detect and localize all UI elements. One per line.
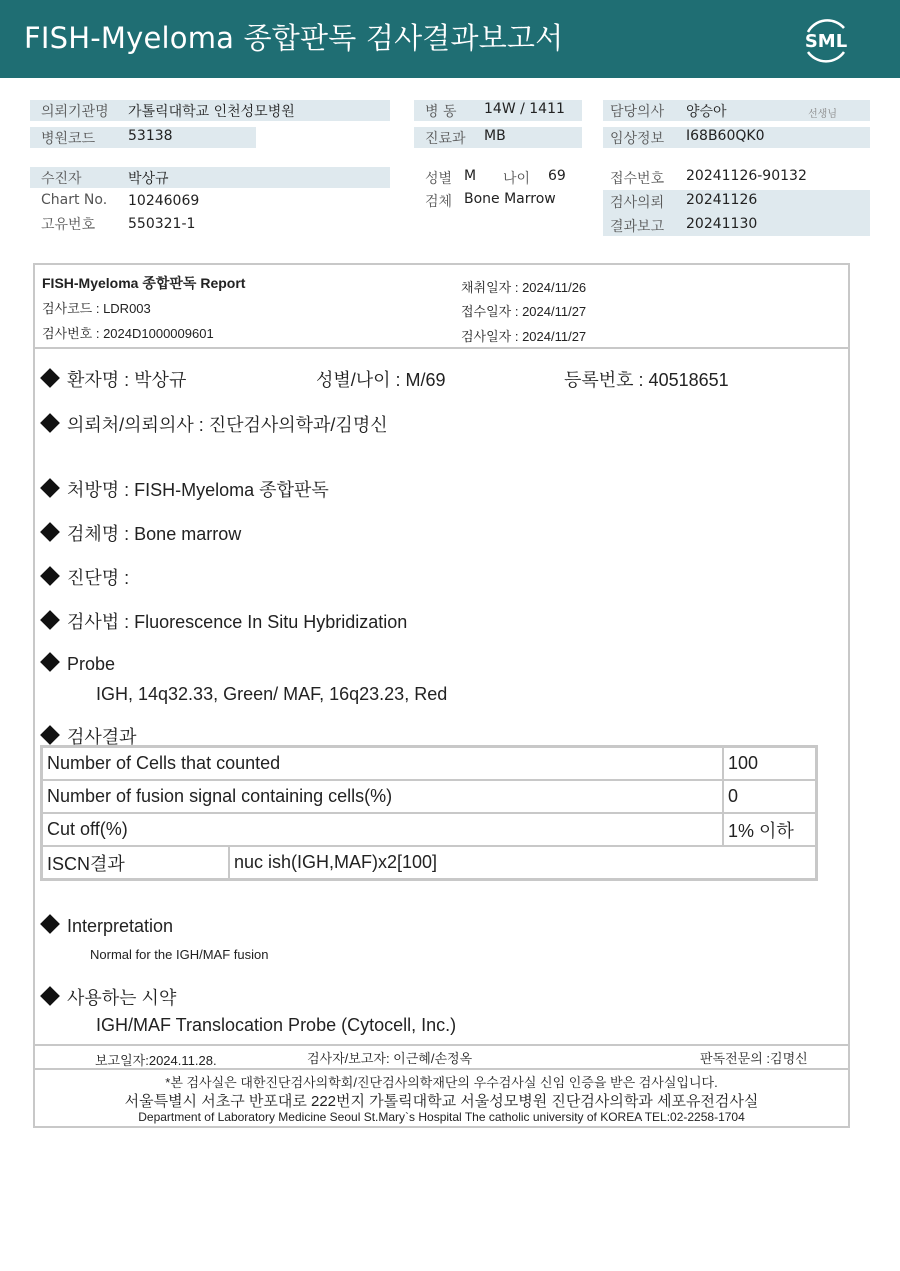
interpretation-title: Interpretation xyxy=(67,916,174,936)
result-label: Cut off(%) xyxy=(42,813,723,846)
sex-label: 성별 xyxy=(425,171,453,187)
fish-report xyxy=(33,263,850,1128)
doctor-value: 양승아 xyxy=(686,104,727,120)
probe-detail: IGH, 14q32.33, Green/ MAF, 16q23.23, Red xyxy=(96,684,448,704)
id-label: 고유번호 xyxy=(41,217,96,233)
clinical-label: 임상정보 xyxy=(610,131,665,147)
prescription: 처방명 : FISH-Myeloma 종합판독 xyxy=(67,480,329,500)
result-report-label: 결과보고 xyxy=(610,219,665,235)
referrer-row xyxy=(43,411,388,437)
hospital-value: 가톨릭대학교 인천성모병원 xyxy=(128,104,295,120)
sml-logo: SML xyxy=(800,14,852,66)
bullet-icon xyxy=(40,914,60,934)
interpretation-detail: Normal for the IGH/MAF fusion xyxy=(90,947,269,962)
bullet-icon xyxy=(40,368,60,388)
reagent-title: 사용하는 시약 xyxy=(67,988,177,1008)
result-value: 100 xyxy=(723,747,817,781)
bullet-icon xyxy=(40,566,60,586)
patient-label: 수진자 xyxy=(41,171,82,187)
tester: 검사자/보고자: 이근혜/손정옥 xyxy=(307,1051,473,1066)
specimen-name: 검체명 : Bone marrow xyxy=(67,524,242,544)
ward-value: 14W / 1411 xyxy=(484,101,565,117)
department-english: Department of Laboratory Medicine Seoul St.Mary`s Hospital The catholic university of KOREA TEL:02-2258-1704 xyxy=(138,1110,745,1124)
bullet-icon xyxy=(40,478,60,498)
chart-value: 10246069 xyxy=(128,193,200,209)
receive-date: 접수일자 : 2024/11/27 xyxy=(461,304,587,319)
result-label: Number of Cells that counted xyxy=(42,747,723,781)
bullet-icon xyxy=(40,522,60,542)
diagnosis-row xyxy=(43,564,129,590)
bullet-icon xyxy=(40,986,60,1006)
chart-label: Chart No. xyxy=(41,192,108,208)
receipt-label: 접수번호 xyxy=(610,171,665,187)
specimen-value: Bone Marrow xyxy=(464,191,556,207)
dept-label: 진료과 xyxy=(425,131,466,147)
code-value: 53138 xyxy=(128,128,173,144)
test-code: 검사코드 : LDR003 xyxy=(42,301,151,316)
result-report-value: 20241130 xyxy=(686,216,758,232)
doctor-label: 담당의사 xyxy=(610,104,665,120)
hospital-label: 의뢰기관명 xyxy=(41,104,109,120)
request-label: 검사의뢰 xyxy=(610,195,665,211)
certification-note: *본 검사실은 대한진단검사의학회/진단검사의학재단의 우수검사실 신임 인증을 받은 검사실입니다. xyxy=(165,1075,718,1090)
report-inner-title: FISH-Myeloma 종합판독 Report xyxy=(42,275,246,291)
prescription-row xyxy=(43,476,329,502)
result-value: 1% 이하 xyxy=(723,813,817,846)
bullet-icon xyxy=(40,652,60,672)
sex-age: 성별/나이 : M/69 xyxy=(316,370,446,390)
bullet-icon xyxy=(40,610,60,630)
report-header xyxy=(0,0,900,78)
report-head xyxy=(35,265,848,349)
result-label: Number of fusion signal containing cells(%) xyxy=(42,780,723,813)
reagent-row xyxy=(43,984,176,1010)
lab-address: 서울특별시 서초구 반포대로 222번지 가톨릭대학교 서울성모병원 진단검사의학과 세포유전검사실 xyxy=(124,1093,759,1110)
patient-value: 박상규 xyxy=(128,171,169,187)
specimen-row xyxy=(43,520,241,546)
diagnosis: 진단명 : xyxy=(67,568,130,588)
patient-name: 환자명 : 박상규 xyxy=(67,370,187,390)
result-table xyxy=(40,745,818,881)
request-value: 20241126 xyxy=(686,192,758,208)
clinical-value: I68B60QK0 xyxy=(686,128,765,144)
specialist: 판독전문의 :김명신 xyxy=(700,1051,808,1066)
iscn-label: ISCN결과 xyxy=(42,846,230,880)
receipt-value: 20241126-90132 xyxy=(686,168,807,184)
doctor-suffix: 선생님 xyxy=(808,109,837,120)
referrer: 의뢰처/의뢰의사 : 진단검사의학과/김명신 xyxy=(67,415,388,435)
probe-title: Probe xyxy=(67,654,116,674)
dept-value: MB xyxy=(484,128,506,144)
collect-date: 채취일자 : 2024/11/26 xyxy=(461,280,587,295)
method-row xyxy=(43,608,407,634)
result-value: 0 xyxy=(723,780,817,813)
age-label: 나이 xyxy=(503,171,531,187)
probe-row xyxy=(43,654,115,675)
test-number: 검사번호 : 2024D1000009601 xyxy=(42,326,214,341)
reagent-detail: IGH/MAF Translocation Probe (Cytocell, Inc.) xyxy=(96,1015,457,1035)
ward-label: 병 동 xyxy=(425,104,457,120)
bullet-icon xyxy=(40,725,60,745)
report-title: FISH-Myeloma 종합판독 검사결과보고서 xyxy=(24,21,564,55)
sex-value: M xyxy=(464,168,477,184)
result-title: 검사결과 xyxy=(67,727,137,747)
test-method: 검사법 : Fluorescence In Situ Hybridization xyxy=(67,612,408,632)
age-value: 69 xyxy=(548,168,566,184)
iscn-value: nuc ish(IGH,MAF)x2[100] xyxy=(229,846,817,880)
patient-name-row xyxy=(43,366,186,392)
bullet-icon xyxy=(40,413,60,433)
specimen-label: 검체 xyxy=(425,194,453,210)
table-row xyxy=(42,813,817,846)
interpretation-row xyxy=(43,916,173,937)
id-value: 550321-1 xyxy=(128,216,196,232)
report-date: 보고일자:2024.11.28. xyxy=(95,1053,217,1068)
table-row xyxy=(42,846,817,880)
test-date: 검사일자 : 2024/11/27 xyxy=(461,329,587,344)
registration-number: 등록번호 : 40518651 xyxy=(564,370,729,390)
code-label: 병원코드 xyxy=(41,131,96,147)
table-row xyxy=(42,747,817,781)
table-row xyxy=(42,780,817,813)
